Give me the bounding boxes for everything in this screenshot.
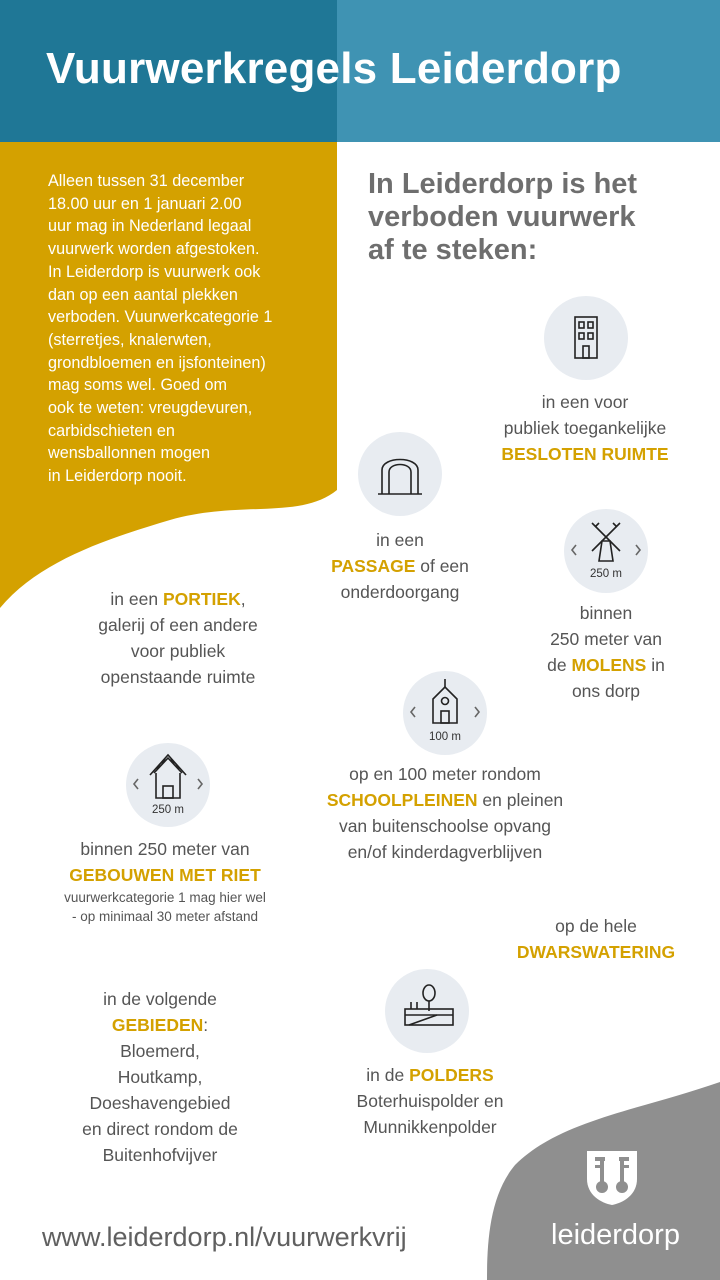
- rule-gebieden: in de volgende GEBIEDEN: Bloemerd, Houtkamp, Doeshavengebied en direct rondom de Buitenhofvijver: [82, 989, 238, 1165]
- tunnel-icon: [358, 432, 442, 516]
- leiderdorp-logo-icon: [583, 1147, 641, 1207]
- rule-besloten-ruimte: in een voor publiek toegankelijke BESLOTEN RUIMTE: [501, 392, 669, 464]
- riet-distance: 250 m: [152, 804, 184, 816]
- thatched-house-icon: [126, 743, 210, 827]
- section-heading: In Leiderdorp is het verboden vuurwerk af te steken:: [368, 168, 638, 266]
- intro-text: Alleen tussen 31 december 18.00 uur en 1 januari 2.00 uur mag in Nederland legaal vuurwerk worden afgestoken. In Leiderdorp is vuurwerk ook dan op een aantal plekken verboden. Vuurwerkcategorie 1 (sterretjes, knalerwten, grondbloemen en ijsfonteinen) mag soms wel. Goed om ook te weten: vreugdevuren, carbidschieten en wensballonnen mogen in Leiderdorp nooit.: [48, 172, 273, 486]
- brand-name: leiderdorp: [551, 1219, 680, 1251]
- rule-portiek: in een PORTIEK, galerij of een andere voor publiek openstaande ruimte: [98, 589, 258, 687]
- polder-icon: [385, 969, 469, 1053]
- windmill-icon: [564, 509, 648, 593]
- school-icon: [403, 671, 487, 755]
- rule-dwarswatering: op de hele DWARSWATERING: [516, 916, 676, 962]
- website-link[interactable]: www.leiderdorp.nl/vuurwerkvrij: [42, 1222, 407, 1252]
- building-icon: [544, 296, 628, 380]
- rule-gebouwen-met-riet: binnen 250 meter van GEBOUWEN MET RIET vuurwerkcategorie 1 mag hier wel - op minimaal 30 meter afstand: [64, 839, 266, 924]
- molens-distance: 250 m: [590, 568, 622, 580]
- scholen-distance: 100 m: [429, 731, 461, 743]
- rule-passage: in een PASSAGE of een onderdoorgang: [331, 530, 469, 602]
- rule-schoolpleinen: op en 100 meter rondom SCHOOLPLEINEN en pleinen van buitenschoolse opvang en/of kinderdagverblijven: [326, 764, 564, 862]
- page-title: Vuurwerkregels Leiderdorp: [46, 44, 622, 93]
- rule-molens: binnen 250 meter van de MOLENS in ons dorp: [547, 603, 665, 701]
- rule-polders: in de POLDERS Boterhuispolder en Munnikkenpolder: [356, 1065, 504, 1137]
